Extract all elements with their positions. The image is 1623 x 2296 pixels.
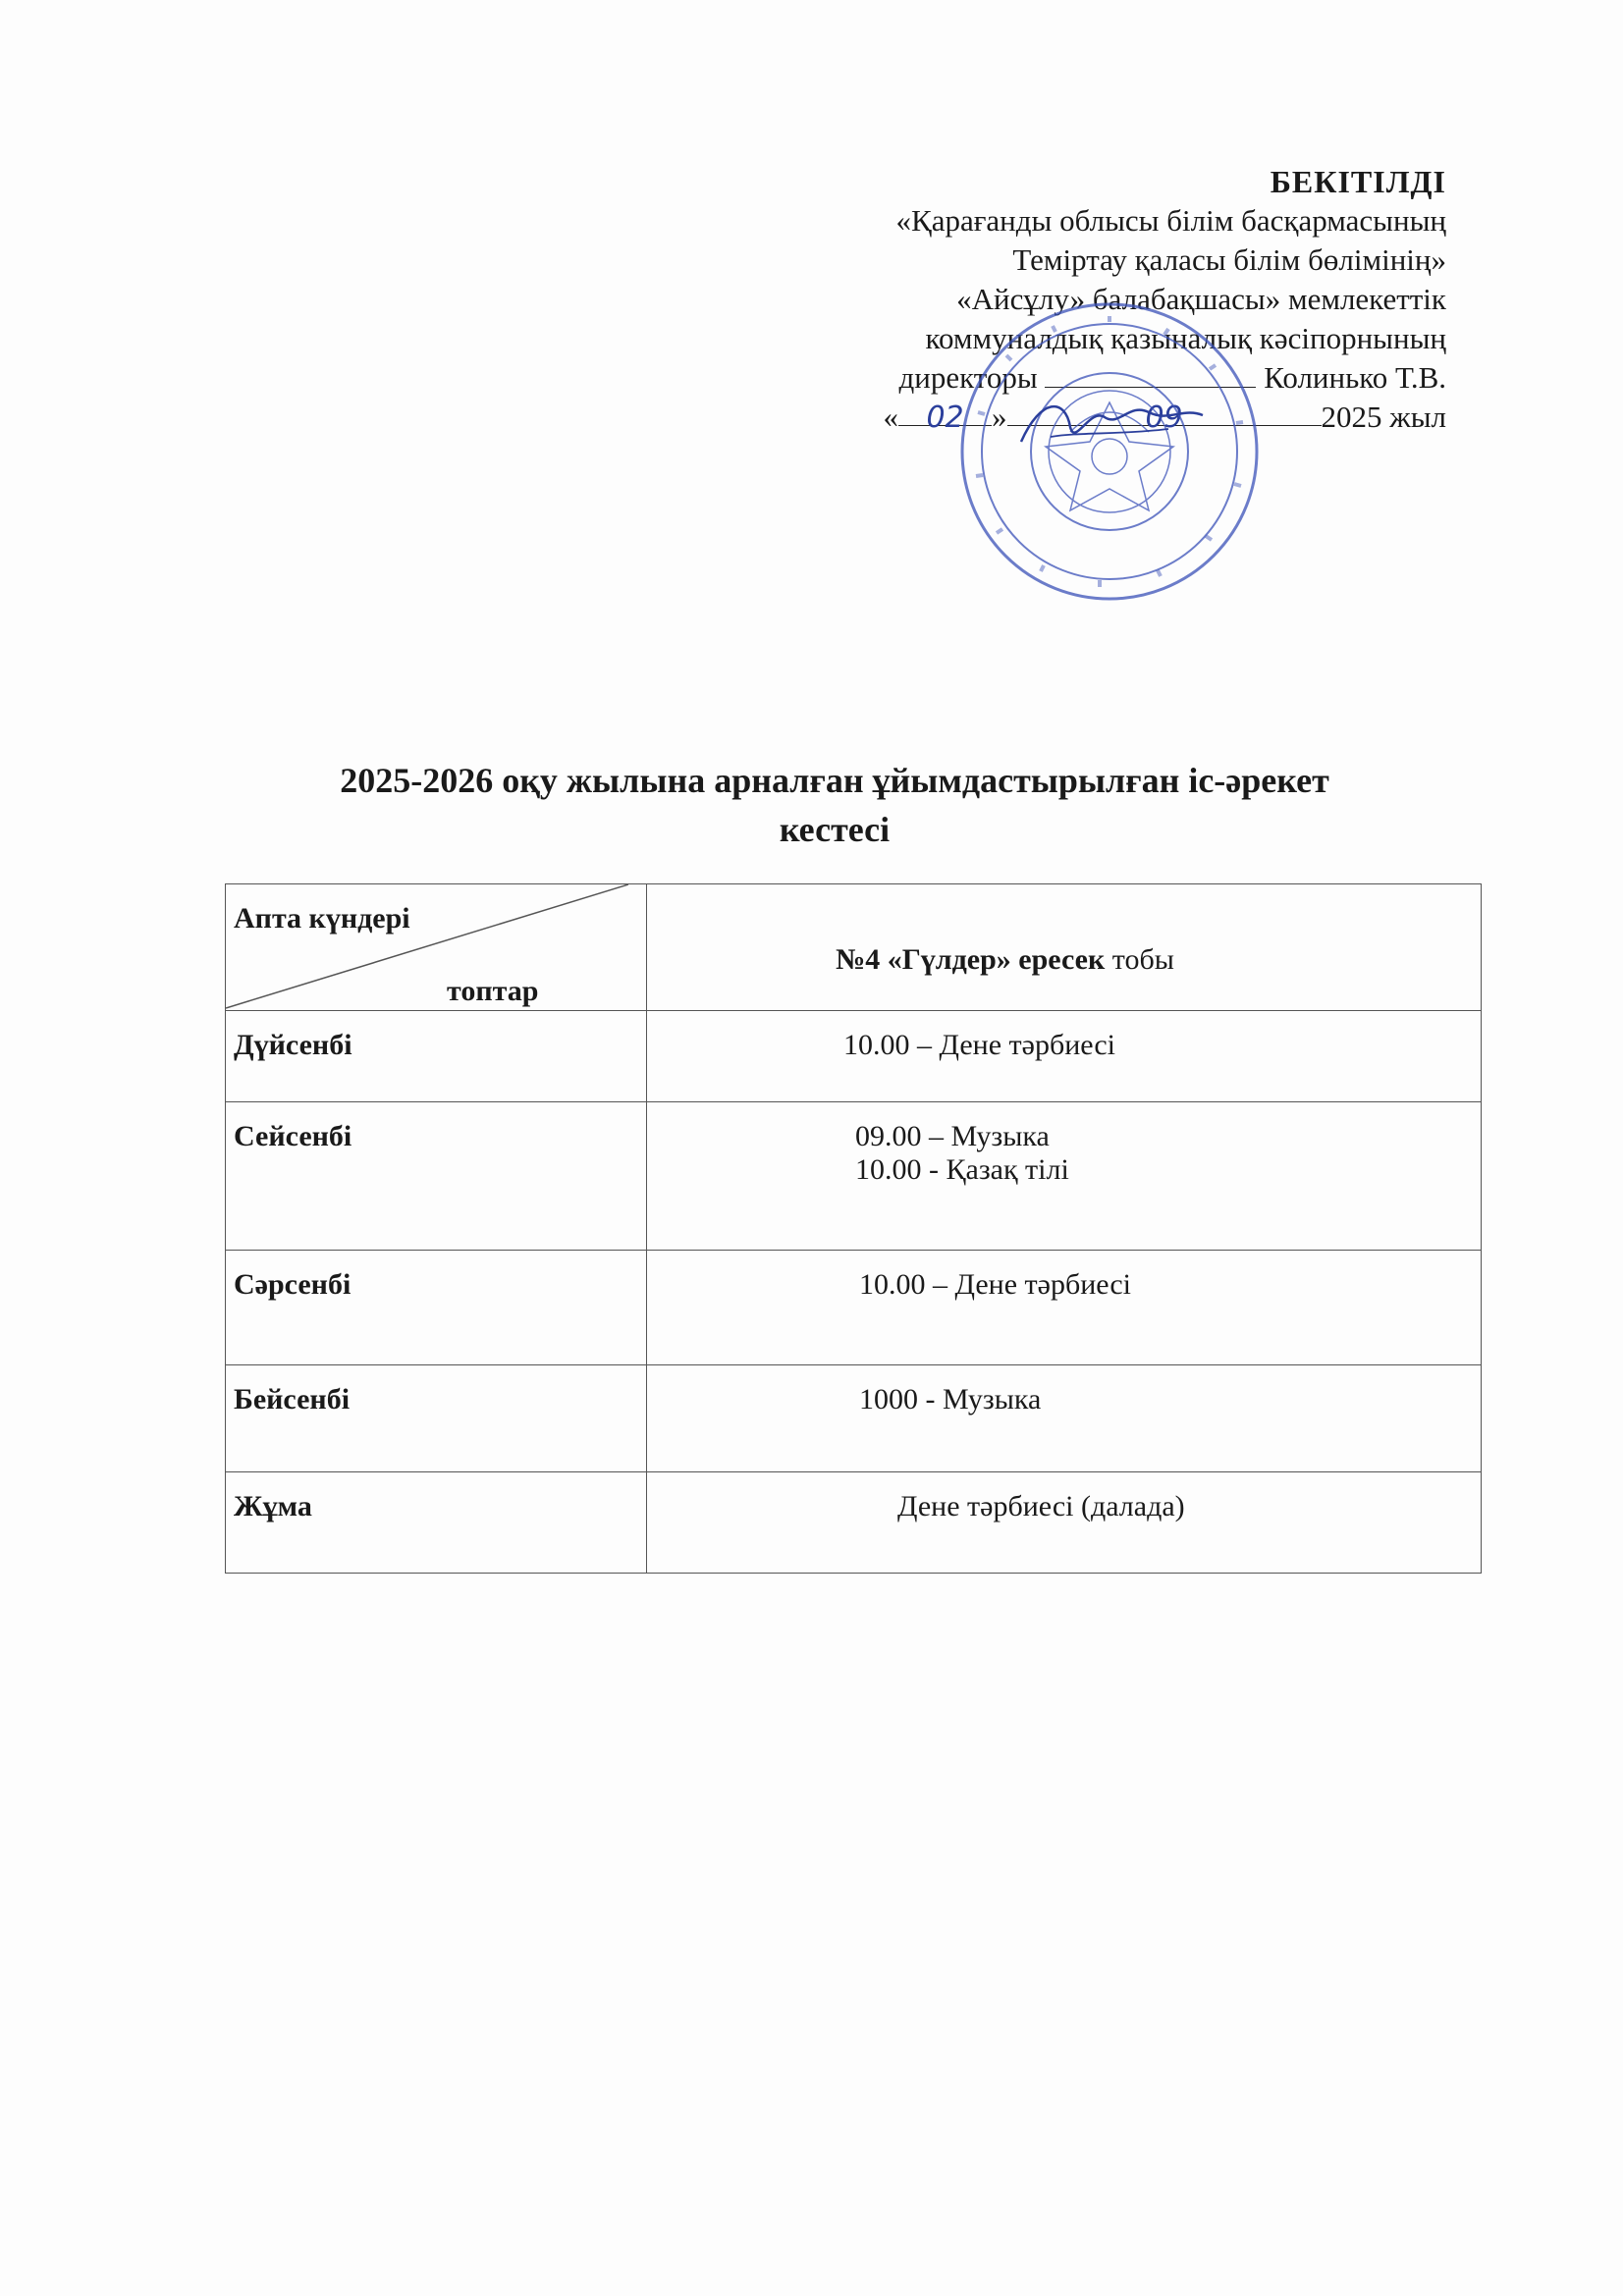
- day-cell: Дүйсенбі: [226, 1011, 647, 1102]
- activity-item: 10.00 - Қазақ тілі: [855, 1153, 1069, 1186]
- table-row: [226, 1102, 1482, 1251]
- date-year: 2025 жыл: [1321, 400, 1446, 434]
- activity-item: 10.00 – Дене тәрбиесі: [859, 1268, 1131, 1301]
- group-name: №4 «Гүлдер» ересек: [836, 943, 1106, 976]
- activity-item: Дене тәрбиесі (далада): [897, 1490, 1185, 1522]
- document-title: [196, 756, 1473, 854]
- date-month: 09: [1145, 400, 1183, 435]
- group-name-cell: [647, 884, 1482, 1011]
- day-cell: Сейсенбі: [226, 1102, 647, 1251]
- title-line-2: кестесі: [779, 810, 891, 849]
- activity-item: 1000 - Музыка: [859, 1383, 1042, 1415]
- title-line-1: 2025-2026 оқу жылына арналған ұйымдастырылған іс-әрекет: [340, 761, 1329, 800]
- activity-cell: [647, 1472, 1482, 1574]
- table-row: [226, 1472, 1482, 1574]
- approval-line-1: «Қарағанды облысы білім басқармасының: [895, 203, 1446, 238]
- director-name: Колинько Т.В.: [1264, 360, 1446, 395]
- director-label: директоры: [898, 360, 1038, 395]
- approved-heading: БЕКІТІЛДІ: [1270, 164, 1446, 199]
- activity-cell: [647, 1251, 1482, 1365]
- table-row: [226, 1011, 1482, 1102]
- header-days-label: Апта күндері: [234, 902, 410, 934]
- director-signature: [1011, 388, 1208, 456]
- activity-cell: [647, 1102, 1482, 1251]
- header-groups-label: топтар: [447, 975, 539, 1007]
- table-row: [226, 1251, 1482, 1365]
- schedule-table: [225, 883, 1482, 1574]
- group-suffix: тобы: [1111, 943, 1174, 976]
- date-open-quote: «: [883, 400, 899, 434]
- header-diagonal-cell: [226, 884, 647, 1011]
- approval-line-4: коммуналдық қазыналық кәсіпорнының: [925, 321, 1446, 355]
- day-cell: Жұма: [226, 1472, 647, 1574]
- day-cell: Бейсенбі: [226, 1365, 647, 1472]
- table-header-row: [226, 884, 1482, 1011]
- table-row: [226, 1365, 1482, 1472]
- activity-cell: [647, 1365, 1482, 1472]
- day-cell: Сәрсенбі: [226, 1251, 647, 1365]
- date-day: 02: [926, 400, 964, 435]
- activity-item: 10.00 – Дене тәрбиесі: [843, 1029, 1115, 1061]
- activity-item: 09.00 – Музыка: [855, 1120, 1050, 1152]
- date-close-quote: »: [992, 400, 1007, 434]
- approval-line-3: «Айсұлу» балабақшасы» мемлекеттік: [956, 282, 1446, 316]
- approval-line-2: Теміртау қаласы білім бөлімінің»: [1012, 242, 1446, 277]
- activity-cell: [647, 1011, 1482, 1102]
